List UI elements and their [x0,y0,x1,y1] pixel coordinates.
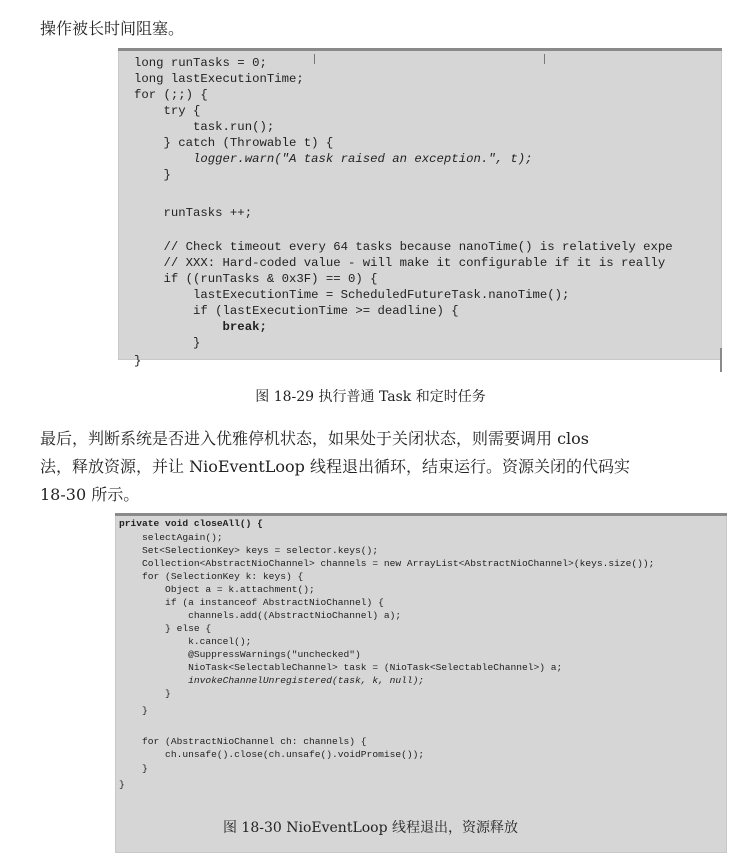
code-line: channels.add((AbstractNioChannel) a); [119,610,402,621]
cursor-mark [314,54,315,64]
code-block-close-all [115,513,727,853]
code-comment-line: // XXX: Hard-coded value - will make it configurable if it is really [134,256,666,270]
code-line: break; [134,320,267,334]
code-line: } [119,705,148,716]
code-line: if ((runTasks & 0x3F) == 0) { [134,272,378,286]
code-line: long lastExecutionTime; [134,72,304,86]
code-line: for (;;) { [134,88,208,102]
paragraph-line: 18-30 所示。 [40,485,140,504]
code-line: Object a = k.attachment(); [119,584,315,595]
code-line: } catch (Throwable t) { [134,136,334,150]
code-line-method-signature: private void closeAll() { [119,518,263,529]
scroll-edge-bar [720,348,722,372]
code-line: Collection<AbstractNioChannel> channels = new ArrayList<AbstractNioChannel>(keys.size()); [119,558,655,569]
code-line: for (SelectionKey k: keys) { [119,571,304,582]
code-line: @SuppressWarnings("unchecked") [119,649,361,660]
code-block-top-border [115,513,727,516]
code-line: if (lastExecutionTime >= deadline) { [134,304,459,318]
intro-text: 操作被长时间阻塞。 [40,19,185,38]
code-line: selectAgain(); [119,532,223,543]
code-line: lastExecutionTime = ScheduledFutureTask.nanoTime(); [134,288,570,302]
code-line: } [134,336,201,350]
code-line: if (a instanceof AbstractNioChannel) { [119,597,384,608]
code-line: } else { [119,623,212,634]
code-line: ch.unsafe().close(ch.unsafe().voidPromise()); [119,749,425,760]
code-line: } [134,354,142,368]
figure-caption-18-29: 图 18-29 执行普通 Task 和定时任务 [255,389,486,405]
code-line: task.run(); [134,120,275,134]
code-line: } [119,688,171,699]
code-block-top-border [118,48,722,51]
code-line: runTasks ++; [134,206,253,220]
code-line: k.cancel(); [119,636,252,647]
paragraph-line: 最后，判断系统是否进入优雅停机状态，如果处于关闭状态，则需要调用 clos [40,429,590,448]
code-line: invokeChannelUnregistered(task, k, null); [119,675,425,686]
code-line: for (AbstractNioChannel ch: channels) { [119,736,367,747]
code-line: try { [134,104,201,118]
code-block-task-execution [118,48,722,368]
code-line: } [119,763,148,774]
code-comment-line: // Check timeout every 64 tasks because nanoTime() is relatively expe [134,240,673,254]
code-line: NioTask<SelectableChannel> task = (NioTask<SelectableChannel>) a; [119,662,563,673]
code-line: long runTasks = 0; [134,56,267,70]
code-line: logger.warn("A task raised an exception.", t); [134,152,533,166]
code-line: } [119,779,125,790]
code-line: } [134,168,171,182]
code-line: Set<SelectionKey> keys = selector.keys(); [119,545,379,556]
paragraph-line: 法，释放资源，并让 NioEventLoop 线程退出循环，结束运行。资源关闭的代码实 [40,457,630,476]
cursor-mark [544,54,545,64]
figure-caption-18-30: 图 18-30 NioEventLoop 线程退出，资源释放 [222,820,519,836]
